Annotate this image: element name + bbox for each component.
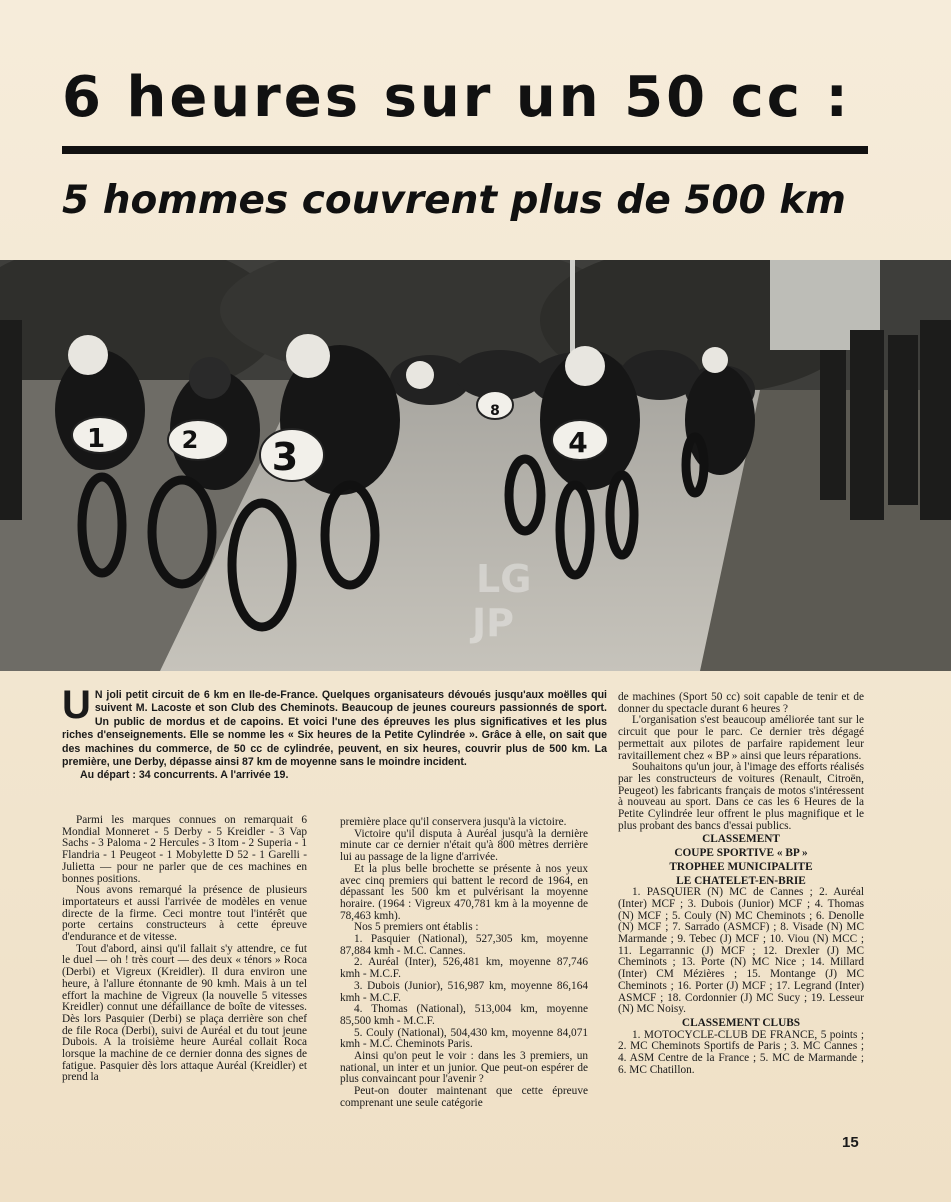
classement-subheading: LE CHATELET-EN-BRIE [676,874,806,887]
article-column-3 [618,692,864,1077]
rider-number: 2 [181,426,199,454]
headline-rule [62,146,868,154]
paragraph: Et la plus belle brochette se présente à nos yeux avec cinq premiers qui battent le record de 1964, en dépassant les 500 km et pulvérisant la moyenne horaire. (1964 : Vigreux 470,781 km à la moyenne de 78,463 kmh). [340,862,588,922]
article-column-1 [62,815,307,1084]
result-line: 4. Thomas (National), 513,004 km, moyenne 85,500 kmh - M.C.F. [340,1003,588,1027]
result-line: 1. Pasquier (National), 527,305 km, moyenne 87,884 kmh - M.C. Cannes. [340,933,588,957]
svg-text:LG: LG [476,557,532,601]
watermark-logo [468,550,553,650]
classement-list: 1. PASQUIER (N) MC de Cannes ; 2. Auréal (Inter) MCF ; 3. Dubois (Junior) MCF ; 4. Thomas (N) MCF ; 5. Couly (N) MC Cheminots ; 6. Denolle (N) MCF ; 7. Sarrado (ASMCF) ; 8. Visade (N) MC Marmande ; 9. Tebec (J) MCF ; 10. Viou (N) MCC ; 11. Legarrannic (J) MCF ; 12. Drexler (J) MC Cheminots ; 13. Porte (N) MC Nice ; 14. Millard (Inter) CM Mézières ; 15. Montange (J) MC Cheminots ; 16. Porter (J) MCF ; 17. Legrand (Inter) ASMCF ; 18. Cordonnier (J) MC Sucy ; 19. Lesseur (N) MC Noisy. [618,886,864,1016]
intro-text: N joli petit circuit de 6 km en Ile-de-France. Quelques organisateurs dévoués jusqu'aux moëlles qui suivent M. Lacoste et son Club des Cheminots. Beaucoup de jeunes coureurs passionnés de sport. Un public de mordus et de capoins. Et voici l'une des épreuves les plus significatives et les plus riches d'enseignements. Elle se nomme les « Six heures de la Petite Cylindrée ». Grâce à elle, on sait que des machines du commerce, de 50 cc de cylindrée, peuvent, en six heures, couvrir plus de 500 km. La première, une Derby, dépasse ainsi 87 km de moyenne sans le moindre incident. [62,689,607,769]
paragraph: L'organisation s'est beaucoup améliorée tant sur le circuit que pour le parc. Ce dernier très dégagé permettait aux pilotes de parfaire rapidement leur ravitaillement chez « BP » ainsi que leurs réparations. [618,714,864,762]
result-line: 5. Couly (National), 504,430 km, moyenne 84,071 kmh - M.C. Cheminots Paris. [340,1026,588,1051]
svg-text:JP: JP [472,601,514,645]
clubs-heading: CLASSEMENT CLUBS [681,1016,801,1029]
headline-subtitle: 5 hommes couvrent plus de 500 km [62,178,846,223]
classement-subheading: TROPHEE MUNICIPALITE [669,860,813,873]
classement-subheading: COUPE SPORTIVE « BP » [674,847,808,860]
paragraph: Ainsi qu'on peut le voir : dans les 3 premiers, un national, un inter et un junior. Que peut-on espérer de plus convaincant pour l'avenir ? [340,1050,588,1086]
drop-cap: U [62,683,91,727]
rider-number: 3 [271,435,299,479]
clubs-list: 1. MOTOCYCLE-CLUB DE FRANCE, 5 points ; 2. MC Cheminots Sportifs de Paris ; 3. MC Cannes ; 4. ASM Centre de la France ; 5. MC de Marmande ; 6. MC Chatillon. [618,1028,864,1076]
rider-number: 8 [490,403,500,419]
paragraph: de machines (Sport 50 cc) soit capable de tenir et de donner du spectacle durant 6 heures ? [618,691,864,715]
classement-heading: CLASSEMENT [702,833,780,846]
paragraph: Souhaitons qu'un jour, à l'image des efforts réalisés par les constructeurs de voitures (Renault, Citroën, Peugeot) les fabricants français de motos s'intéressent à nouveau au sport. Dans ce cas les 6 Heures de la Petite Cylindrée leur offrent le plus magnifique et le plus probant des bancs d'essai publics. [618,761,864,832]
paragraph: Parmi les marques connues on remarquait 6 Mondial Monneret - 5 Derby - 5 Kreidler - 3 Vap Sachs - 3 Paloma - 2 Hercules - 3 Itom - 2 Superia - 1 Flandria - 1 Peugeot - 1 Mobylette D 52 - 1 Garelli - Julietta — pour ne parler que de ces machines en bonnes positions. [62,814,307,885]
rider-number: 4 [568,426,588,459]
headline-title: 6 heures sur un 50 cc : [62,65,851,130]
result-line: 3. Dubois (Junior), 516,987 km, moyenne 86,164 kmh - M.C.F. [340,979,588,1004]
paragraph: Nos 5 premiers ont établis : [354,921,479,934]
paragraph: Peut-on douter maintenant que cette épreuve comprenant une seule catégorie [340,1085,588,1109]
intro-start-line: Au départ : 34 concurrents. A l'arrivée 19. [80,769,289,782]
paragraph: Victoire qu'il disputa à Auréal jusqu'à la dernière minute car ce dernier n'était qu'à 800 mètres derrière lui au passage de la ligne d'arrivée. [340,827,588,864]
paragraph: Nous avons remarqué la présence de plusieurs importateurs et aussi l'arrivée de modèles en venue directe de la firme. Ceci montre tout l'intérêt que porte certains constructeurs à cette épreuve d'endurance et de vitesse. [62,884,307,944]
article-column-2 [340,817,588,1110]
rider-number: 1 [86,424,106,454]
paragraph: Tout d'abord, ainsi qu'il fallait s'y attendre, ce fut le duel — oh ! très court — des deux « ténors » Roca (Derbi) et Vigreux (Kreidler). Il dura environ une heure, à l'allure étonnante de 90 kmh. Mais à un tel effort la machine de Vigreux (la nouvelle 5 vitesses Kreidler) connut une défaillance de boîte de vitesses. Dès lors Pasquier (Derbi) se plaça derrière son chef de file Roca (Derbi), suivi de Auréal et du tout jeune Dubois. A la troisième heure Auréal collait Roca lorsque la machine de ce dernier donna des signes de fatigue. Pasquier dès lors attaque Auréal (Kreidler) et prend la [62,942,307,1084]
paragraph: première place qu'il conservera jusqu'à la victoire. [340,816,567,828]
result-line: 2. Auréal (Inter), 526,481 km, moyenne 87,746 kmh - M.C.F. [340,956,588,981]
intro-paragraph [62,683,607,783]
page-number: 15 [842,1134,859,1151]
